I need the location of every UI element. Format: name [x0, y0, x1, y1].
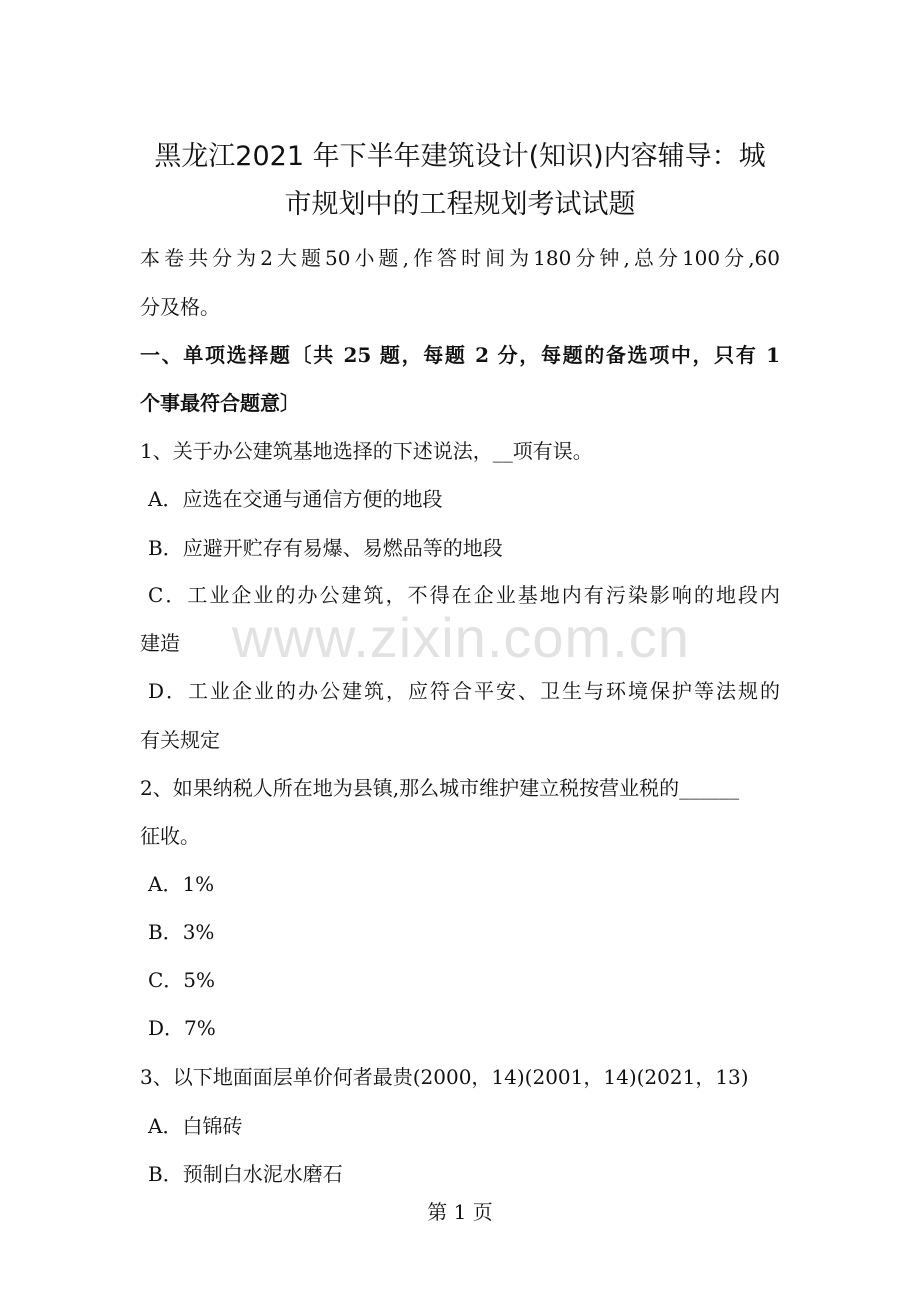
- section-heading-line1: 一、单项选择题〔共 25 题，每题 2 分，每题的备选项中，只有 1: [140, 343, 780, 367]
- question-2-stem: 2、如果纳税人所在地为县镇,那么城市维护建立税按营业税的______: [140, 776, 740, 800]
- doc-title-line1: 黑龙江2021 年下半年建筑设计(知识)内容辅导：城: [154, 141, 766, 172]
- section-heading-line2: 个事最符合题意〕: [140, 391, 300, 415]
- question-2-stem-cont: 征收。: [140, 824, 200, 848]
- question-3-option-a: A．白锦砖: [148, 1114, 243, 1138]
- question-1-stem: 1、关于办公建筑基地选择的下述说法，__项有误。: [140, 439, 593, 463]
- watermark: www.zixin.com.cn: [232, 606, 690, 669]
- question-3-stem: 3、以下地面面层单价何者最贵(2000，14)(2001，14)(2021，13): [140, 1065, 749, 1089]
- page-footer: 第 1 页: [427, 1200, 493, 1224]
- doc-title-line2: 市规划中的工程规划考试试题: [284, 189, 636, 220]
- question-2-option-d: D．7%: [148, 1016, 216, 1040]
- question-1-option-d: D．工业企业的办公建筑，应符合平安、卫生与环境保护等法规的: [148, 679, 780, 703]
- intro-line2: 分及格。: [140, 295, 220, 319]
- question-2-option-b: B．3%: [148, 920, 215, 944]
- question-1-option-b: B．应避开贮存有易爆、易燃品等的地段: [148, 536, 503, 560]
- question-2-option-c: C．5%: [148, 968, 216, 992]
- question-1-option-a: A．应选在交通与通信方便的地段: [148, 487, 443, 511]
- question-3-option-b: B．预制白水泥水磨石: [148, 1162, 343, 1186]
- intro-line1: 本卷共分为2大题50小题,作答时间为180分钟,总分100分,60: [140, 246, 780, 270]
- question-1-option-d-cont: 有关规定: [140, 728, 220, 752]
- question-2-option-a: A．1%: [148, 872, 215, 896]
- question-1-option-c: C．工业企业的办公建筑，不得在企业基地内有污染影响的地段内: [148, 583, 780, 607]
- question-1-option-c-cont: 建造: [140, 631, 180, 655]
